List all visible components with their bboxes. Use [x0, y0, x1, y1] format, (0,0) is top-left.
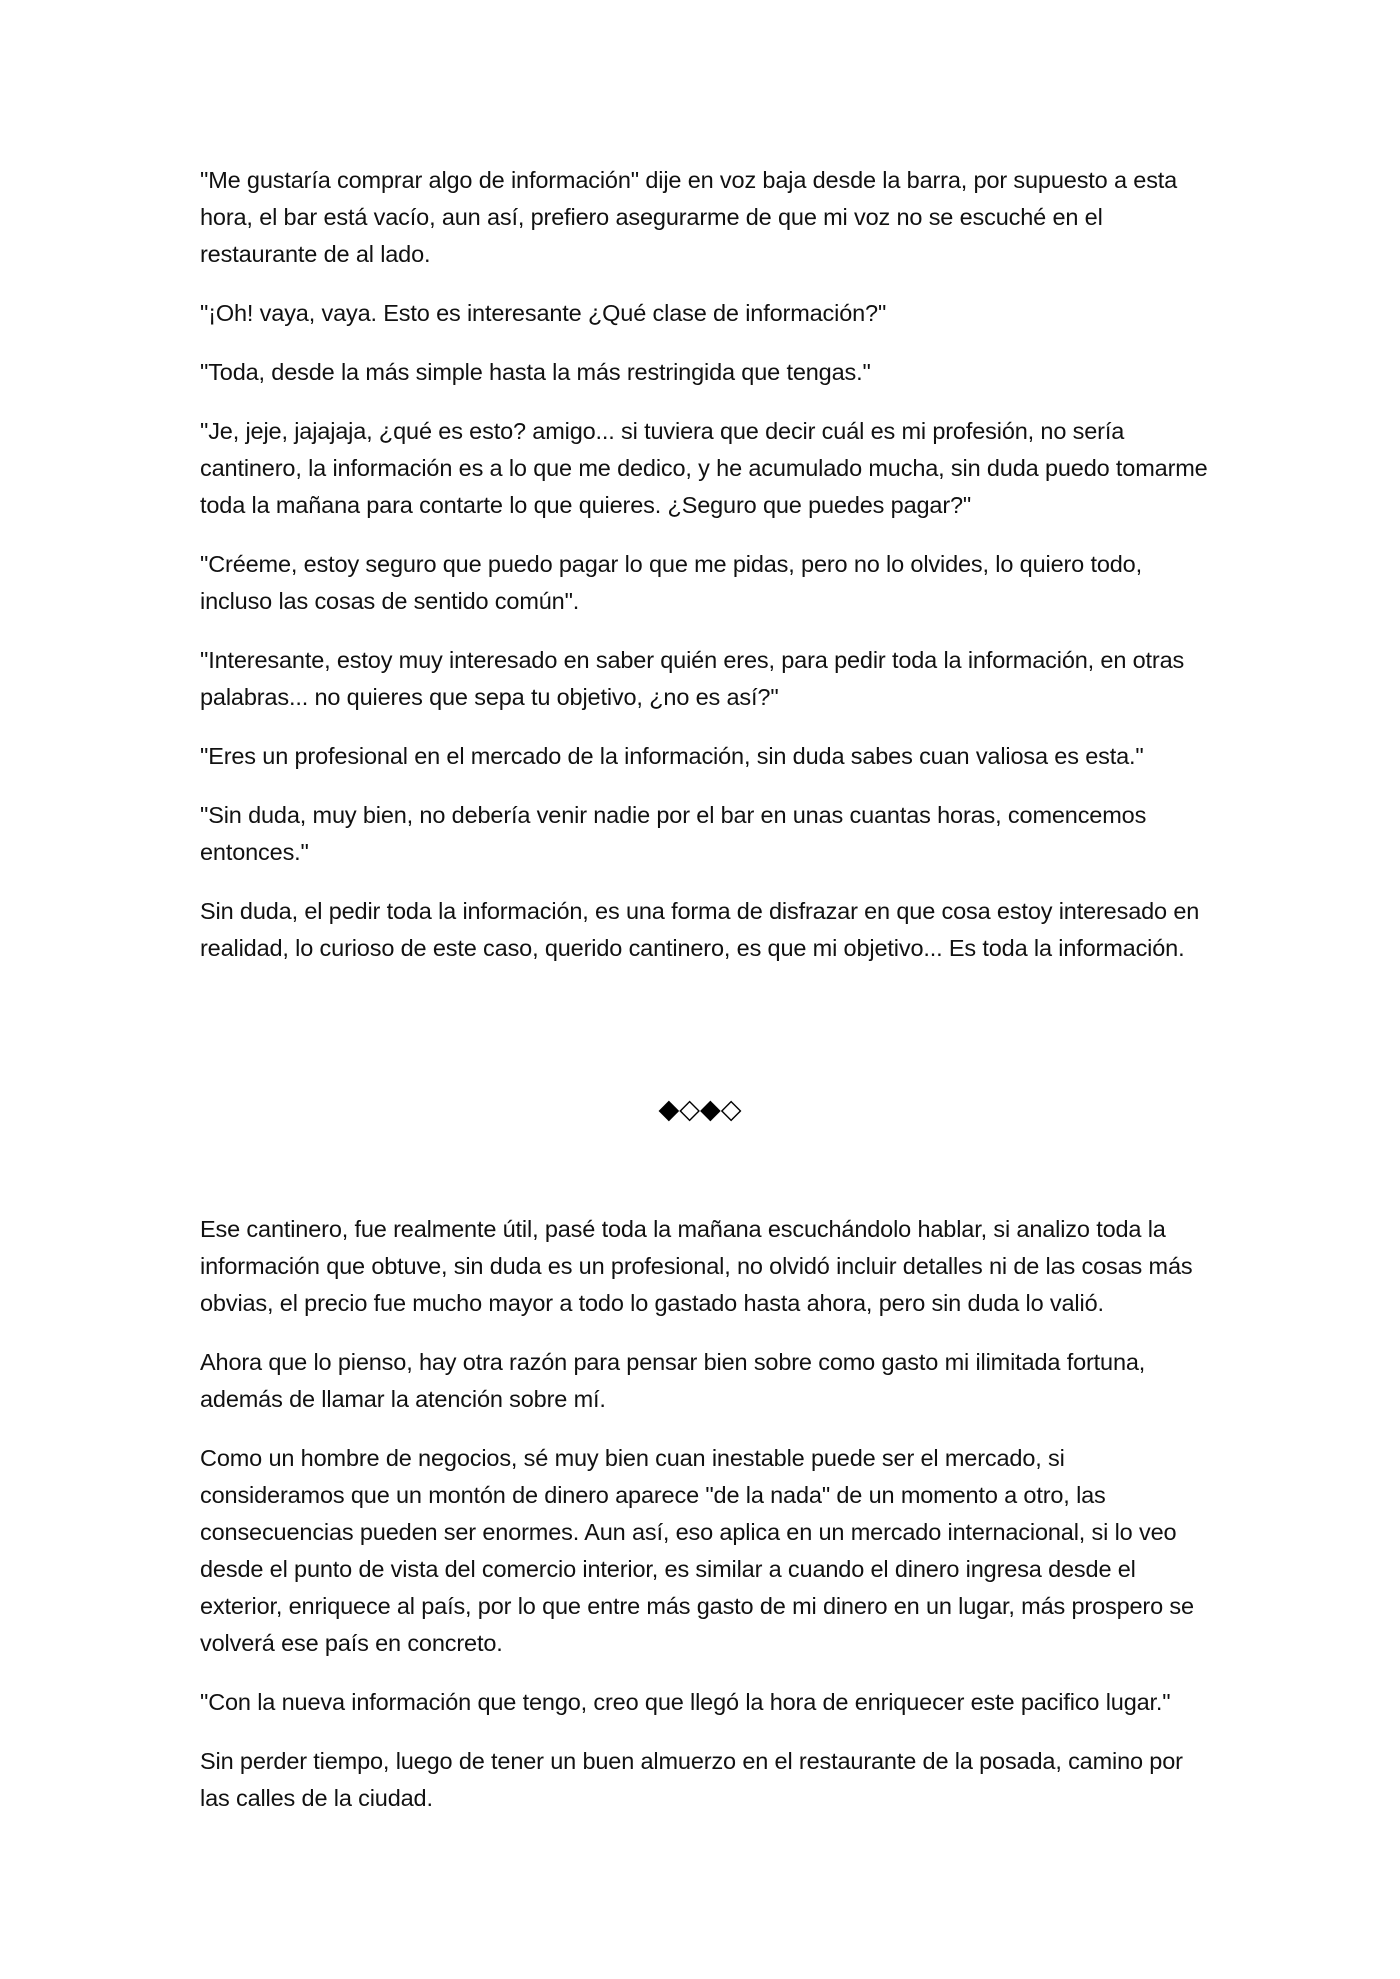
- paragraph: "Sin duda, muy bien, no debería venir nadie por el bar en unas cuantas horas, comencemos entonces.": [200, 802, 1147, 865]
- paragraph: "Je, jeje, jajajaja, ¿qué es esto? amigo... si tuviera que decir cuál es mi profesión, no sería cantinero, la información es a lo que me dedico, y he acumulado mucha, sin duda puedo tomarme toda la mañana para contarte lo que quieres. ¿Seguro que puedes pagar?": [200, 418, 1208, 518]
- paragraph: "Toda, desde la más simple hasta la más restringida que tengas.": [200, 359, 871, 385]
- paragraph: Ese cantinero, fue realmente útil, pasé toda la mañana escuchándolo hablar, si analizo toda la información que obtuve, sin duda es un profesional, no olvidó incluir detalles ni de las cosas más obvias, el precio fue mucho mayor a todo lo gastado hasta ahora, pero sin duda lo valió.: [200, 1216, 1193, 1316]
- paragraph: "Me gustaría comprar algo de información" dije en voz baja desde la barra, por supuesto a esta hora, el bar está vacío, aun así, prefiero asegurarme de que mi voz no se escuché en el restaurante de al lado.: [200, 167, 1178, 267]
- paragraph: "Eres un profesional en el mercado de la información, sin duda sabes cuan valiosa es esta.": [200, 743, 1144, 769]
- paragraph: "Interesante, estoy muy interesado en saber quién eres, para pedir toda la información, en otras palabras... no quieres que sepa tu objetivo, ¿no es así?": [200, 647, 1185, 710]
- paragraph: Como un hombre de negocios, sé muy bien cuan inestable puede ser el mercado, si consideramos que un montón de dinero aparece "de la nada" de un momento a otro, las consecuencias pueden ser enormes. Aun así, eso aplica en un mercado internacional, si lo veo desde el punto de vista del comercio interior, es similar a cuando el dinero ingresa desde el exterior, enriquece al país, por lo que entre más gasto de mi dinero en un lugar, más prospero se volverá ese país en concreto.: [200, 1445, 1194, 1656]
- paragraph: "¡Oh! vaya, vaya. Esto es interesante ¿Qué clase de información?": [200, 300, 887, 326]
- paragraph: "Créeme, estoy seguro que puedo pagar lo que me pidas, pero no lo olvides, lo quiero todo, incluso las cosas de sentido común".: [200, 551, 1142, 614]
- scene-separator: ◆◇◆◇: [658, 1094, 742, 1125]
- text-section-1: [200, 162, 1210, 989]
- paragraph: Sin duda, el pedir toda la información, es una forma de disfrazar en que cosa estoy interesado en realidad, lo curioso de este caso, querido cantinero, es que mi objetivo... Es toda la información.: [200, 898, 1200, 961]
- paragraph: "Con la nueva información que tengo, creo que llegó la hora de enriquecer este pacifico lugar.": [200, 1689, 1171, 1715]
- text-section-2: [200, 1211, 1210, 1839]
- paragraph: Sin perder tiempo, luego de tener un buen almuerzo en el restaurante de la posada, camino por las calles de la ciudad.: [200, 1748, 1183, 1811]
- paragraph: Ahora que lo pienso, hay otra razón para pensar bien sobre como gasto mi ilimitada fortuna, además de llamar la atención sobre mí.: [200, 1349, 1146, 1412]
